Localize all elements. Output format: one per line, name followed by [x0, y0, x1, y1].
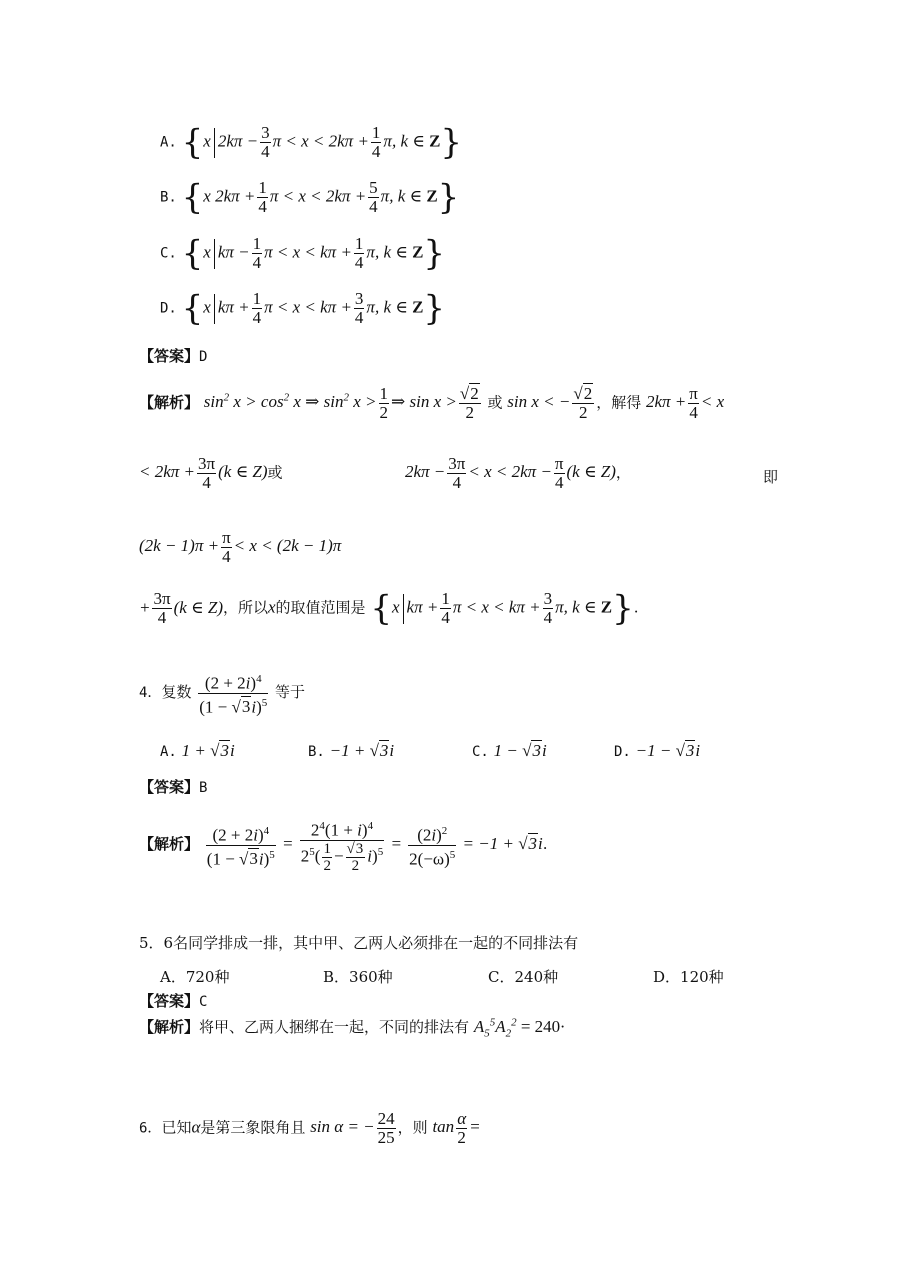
so-text: ，所以 [222, 598, 268, 617]
answer-value: D [199, 349, 208, 365]
set-expression: {x kπ + $\frac{1}{4}$ π < x < kπ + $\frac{3}{4}$ π, k ∈ Z} [370, 588, 634, 629]
math-expression: $\frac{(2 + 2i)^4}{(1 - √3i)^5}$ = $2^4(1 + i)^4$ $2^5$( $\frac{1}{2}$ − $\frac{√3}{2}$ i)$^5$ = $\frac{(2i)^2}{2(-\omega)^5}$ = −1 + √3i [204, 834, 543, 853]
q3-analysis-line3 [139, 529, 341, 566]
math-expression: sin x < − $\frac{√2}{2}$ [507, 384, 593, 422]
option-label: B. [160, 189, 177, 206]
option-c [160, 235, 445, 272]
option-label: D. [160, 300, 177, 317]
q6-stem: 6．已知α是第三象限角且 sin α = − $\frac{24}{25}$ ，则 tan $\frac{\alpha}{2}$ = [139, 1109, 481, 1147]
question-number: 4． [139, 685, 162, 702]
analysis-tag: 【解析】 [139, 393, 200, 412]
q3-analysis-line4: + $\frac{3\pi}{4}$ (k ∈ Z)，所以x的取值范围是 {x kπ + $\frac{1}{4}$ π < x < kπ + $\frac{3}{4}$ π, k ∈ Z}. [139, 588, 639, 629]
q4-option-b: B. −1 + √3i [308, 741, 395, 760]
set-expression: {x 2kπ − $\frac{3}{4}$ π < x < 2kπ + $\frac{1}{4}$ π, k ∈ Z} [181, 122, 463, 163]
math-expression: $\frac{(2 + 2i)^4}{(1 - √3i)^5}$ [196, 682, 270, 701]
set-expression: {x kπ − $\frac{1}{4}$ π < x < kπ + $\frac{1}{4}$ π, k ∈ Z} [181, 233, 446, 274]
q3-analysis-line1 [139, 385, 724, 422]
q3-analysis-line2b [405, 455, 631, 492]
q4-option-d: D. −1 − √3i [614, 741, 701, 760]
math-expression: 2kπ + $\frac{\pi}{4}$ < x [646, 384, 725, 422]
comma-text: ， [615, 463, 631, 482]
option-b [160, 179, 459, 216]
q4-option-c: C. 1 − √3i [472, 741, 547, 760]
math-expression: + $\frac{3\pi}{4}$ (k ∈ Z) [139, 589, 223, 628]
q3-ji: 即 [763, 468, 779, 486]
q3-answer [139, 345, 207, 366]
q4-answer: 【答案】B [139, 778, 208, 796]
range-text: 的取值范围是 [275, 598, 366, 617]
or-text: 或 [487, 393, 503, 412]
math-expression: (2k − 1)π + $\frac{\pi}{4}$ < x < (2k − 1)π [139, 528, 342, 566]
math-expression: < 2kπ + $\frac{3\pi}{4}$ (k ∈ Z) [139, 454, 268, 492]
end-text: . [633, 598, 639, 617]
math-expression: tan $\frac{\alpha}{2}$ = [432, 1109, 481, 1147]
q5-option-b: B．360种 [323, 968, 393, 986]
set-expression: {x kπ + $\frac{1}{4}$ π < x < kπ + $\frac{3}{4}$ π, k ∈ Z} [181, 288, 446, 329]
math-expression: 2kπ − $\frac{3\pi}{4}$ < x < 2kπ − $\frac{\pi}{4}$ (k ∈ Z) [405, 454, 616, 492]
q5-option-d: D．120种 [653, 968, 724, 986]
or-text: 或 [267, 463, 283, 482]
answer-tag: 【答案】 [139, 347, 200, 365]
math-expression: $A_5^5A_2^2 = 240\cdot$ [473, 1016, 565, 1040]
math-expression: sin α = − $\frac{24}{25}$ [310, 1109, 395, 1147]
option-label: C. [160, 245, 177, 262]
solve-text: ，解得 [596, 393, 642, 412]
q5-stem: 5．6名同学排成一排，其中甲、乙两人必须排在一起的不同排法有 [139, 934, 579, 952]
set-expression: {x 2kπ + $\frac{1}{4}$ π < x < 2kπ + $\frac{5}{4}$ π, k ∈ Z} [181, 177, 460, 218]
option-a [160, 124, 462, 161]
q4-analysis: 【解析】 $\frac{(2 + 2i)^4}{(1 - √3i)^5}$ = $2^4(1 + i)^4$ $2^5$( $\frac{1}{2}$ − $\frac{√3}{2}$ i)$^5$ = $\frac{(2i)^2}{2(-\omega)^5}$ = −1 + √3i. [139, 817, 548, 874]
q5-analysis: 【解析】将甲、乙两人捆绑在一起，不同的排法有 $A_5^5A_2^2 = 240\cdot$ [139, 1016, 565, 1040]
math-expression: $\sin^2 x > \cos^2 x$ ⇒ $\sin^2 x$ > $\frac{1}{2}$ ⇒ sin x > $\frac{√2}{2}$ [203, 384, 479, 422]
stem-text-after: 等于 [275, 683, 306, 702]
q5-option-c: C．240种 [488, 968, 559, 986]
stem-text-before: 复数 [161, 683, 192, 702]
q4-stem [139, 670, 305, 716]
option-label: A. [160, 134, 177, 151]
q4-option-a: A. 1 + √3i [160, 741, 235, 760]
q3-analysis-line2 [139, 455, 283, 492]
q5-answer: 【答案】C [139, 992, 208, 1010]
option-d [160, 290, 445, 327]
q5-option-a: A．720种 [160, 968, 230, 986]
